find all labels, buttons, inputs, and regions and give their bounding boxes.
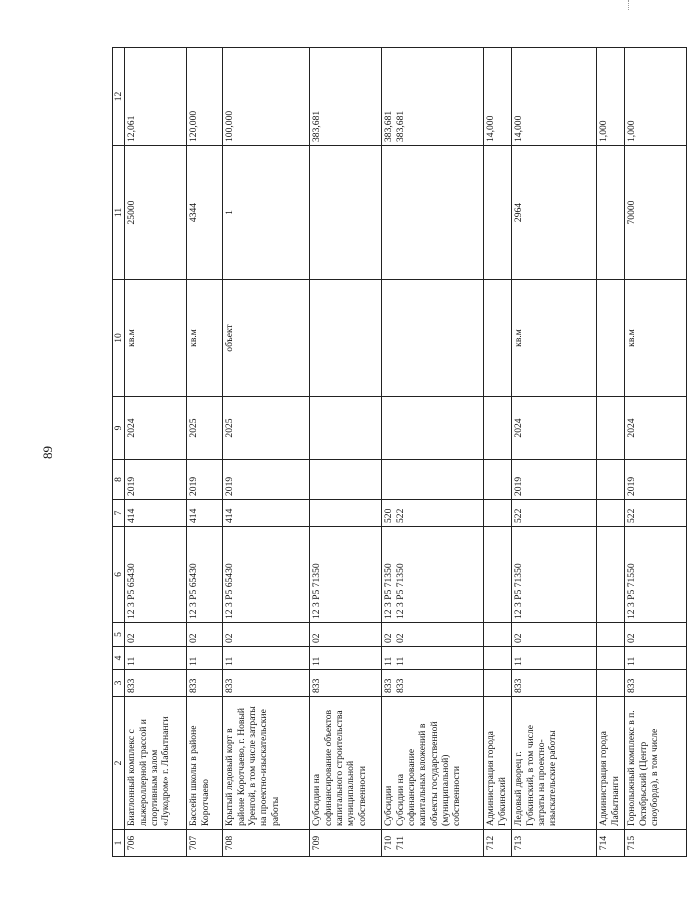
- header-cell: 5: [113, 623, 125, 647]
- row-number-cell: [310, 830, 382, 857]
- col-5-value-cell: [223, 623, 310, 647]
- col-5-value: 02: [188, 633, 200, 643]
- col-5-value-cell: [625, 623, 687, 647]
- row-number: 711: [394, 835, 406, 851]
- col-3-value-cell: [125, 670, 187, 697]
- table-row: [484, 48, 512, 857]
- amount-value: 383,681: [383, 110, 395, 142]
- col-5-value-cell: [484, 623, 512, 647]
- budget-table: [112, 47, 687, 857]
- col-7-value: 414: [224, 508, 236, 523]
- amount-value-cell: [625, 48, 687, 146]
- col-4-value-cell: [597, 647, 625, 670]
- row-name-cell: [125, 697, 187, 830]
- row-name: Бассейн школы в районе Коротчаево: [188, 725, 211, 826]
- row-number: 712: [485, 835, 497, 851]
- col-7-value-cell: [382, 500, 484, 527]
- col-5-value-cell: [187, 623, 223, 647]
- row-number: 714: [598, 835, 610, 851]
- col-3-value: 833: [311, 678, 323, 693]
- col-3-value-cell: [223, 670, 310, 697]
- row-name: Администрация города Лабытнанги: [598, 731, 621, 826]
- unit-value: объект: [224, 324, 236, 352]
- row-number: 707: [188, 835, 200, 851]
- start-year-cell: [125, 460, 187, 500]
- col-4-value-cell: [484, 647, 512, 670]
- start-year-cell: [382, 460, 484, 500]
- quantity-value-cell: [512, 146, 597, 280]
- code-value: 12 3 P5 65430: [224, 563, 236, 619]
- code-value-cell: [125, 527, 187, 623]
- row-number: 715: [626, 835, 638, 851]
- col-7-value: 522: [626, 508, 638, 523]
- header-cell: 6: [113, 527, 125, 623]
- row-number: 709: [311, 835, 323, 851]
- row-number-cell: [512, 830, 597, 857]
- amount-value-cell: [382, 48, 484, 146]
- header-cell: 11: [113, 146, 125, 280]
- row-name: Администрация города Губкинский: [485, 731, 508, 826]
- table-row: [597, 48, 625, 857]
- table-row: [310, 48, 382, 857]
- amount-value: 1,000: [598, 120, 610, 142]
- code-value: 12 3 P5 65430: [188, 563, 200, 619]
- start-year: 2019: [188, 476, 200, 496]
- col-4-value: 11: [513, 656, 525, 666]
- col-5-value-cell: [310, 623, 382, 647]
- row-name: Горнолыжный комплекс в п. Октябрьский (Центр сноуборда), в том числе: [626, 710, 660, 826]
- unit-value-cell: [310, 280, 382, 397]
- row-number: 713: [513, 835, 525, 851]
- col-5-value: 02: [394, 633, 406, 643]
- code-value-cell: [223, 527, 310, 623]
- col-4-value: 11: [394, 656, 406, 666]
- start-year-cell: [625, 460, 687, 500]
- table-row: [125, 48, 187, 857]
- amount-value-cell: [187, 48, 223, 146]
- code-value-cell: [187, 527, 223, 623]
- table-row: [625, 48, 687, 857]
- code-value-cell: [310, 527, 382, 623]
- amount-value: 14,000: [513, 115, 525, 142]
- row-number: 710: [383, 835, 395, 851]
- table-row: [223, 48, 310, 857]
- unit-value-cell: [625, 280, 687, 397]
- col-5-value: 02: [224, 633, 236, 643]
- col-7-value: 414: [126, 508, 138, 523]
- row-name-cell: [625, 697, 687, 830]
- col-4-value-cell: [625, 647, 687, 670]
- code-value-cell: [597, 527, 625, 623]
- quantity-value-cell: [125, 146, 187, 280]
- start-year: 2019: [513, 476, 525, 496]
- table-body: [113, 48, 687, 857]
- end-year-cell: [512, 397, 597, 460]
- row-name-cell: [187, 697, 223, 830]
- col-3-value: 833: [383, 678, 395, 693]
- row-number-cell: [484, 830, 512, 857]
- amount-value: 100,000: [224, 110, 236, 142]
- col-7-value-cell: [597, 500, 625, 527]
- header-cell: 8: [113, 460, 125, 500]
- unit-value-cell: [512, 280, 597, 397]
- unit-value-cell: [597, 280, 625, 397]
- col-4-value-cell: [512, 647, 597, 670]
- col-5-value: 02: [513, 633, 525, 643]
- col-3-value: 833: [188, 678, 200, 693]
- col-3-value-cell: [597, 670, 625, 697]
- row-number-cell: [125, 830, 187, 857]
- col-3-value-cell: [625, 670, 687, 697]
- row-number-cell: [223, 830, 310, 857]
- end-year-cell: [625, 397, 687, 460]
- quantity-value: 4344: [188, 202, 200, 223]
- code-value: 12 3 P5 71350: [311, 563, 323, 619]
- col-4-value-cell: [125, 647, 187, 670]
- col-5-value-cell: [597, 623, 625, 647]
- unit-value: кв.м: [126, 329, 138, 347]
- unit-value: кв.м: [513, 329, 525, 347]
- end-year-cell: [125, 397, 187, 460]
- col-3-value: 833: [126, 678, 138, 693]
- code-value-cell: [484, 527, 512, 623]
- col-3-value: 833: [626, 678, 638, 693]
- quantity-value: 2964: [513, 202, 525, 223]
- end-year: 2024: [626, 418, 638, 438]
- amount-value: 12,061: [126, 115, 138, 142]
- header-cell: 1: [113, 830, 125, 857]
- col-3-value-cell: [187, 670, 223, 697]
- col-3-value: 833: [394, 678, 406, 693]
- quantity-value: 25000: [126, 200, 138, 225]
- col-5-value: 02: [126, 633, 138, 643]
- header-cell: 2: [113, 697, 125, 830]
- end-year: 2025: [224, 418, 236, 438]
- col-5-value: 02: [626, 633, 638, 643]
- col-3-value: 833: [513, 678, 525, 693]
- code-value-cell: [382, 527, 484, 623]
- col-4-value: 11: [311, 656, 323, 666]
- header-cell: 12: [113, 48, 125, 146]
- col-5-value: 02: [383, 633, 395, 643]
- header-cell: 3: [113, 670, 125, 697]
- col-4-value: 11: [188, 656, 200, 666]
- col-7-value: 414: [188, 508, 200, 523]
- amount-value: 383,681: [311, 110, 323, 142]
- col-5-value-cell: [382, 623, 484, 647]
- row-name-cell: [223, 697, 310, 830]
- col-4-value: 11: [224, 656, 236, 666]
- start-year-cell: [512, 460, 597, 500]
- table-header-row: [113, 48, 125, 857]
- code-value: 12 3 P5 71350: [513, 563, 525, 619]
- margin-guide-line: [628, 0, 629, 10]
- col-7-value-cell: [125, 500, 187, 527]
- start-year-cell: [223, 460, 310, 500]
- col-5-value-cell: [125, 623, 187, 647]
- quantity-value-cell: [187, 146, 223, 280]
- row-number-cell: [597, 830, 625, 857]
- header-cell: 7: [113, 500, 125, 527]
- col-5-value: 02: [311, 633, 323, 643]
- col-4-value-cell: [310, 647, 382, 670]
- quantity-value-cell: [625, 146, 687, 280]
- amount-value-cell: [484, 48, 512, 146]
- end-year: 2024: [513, 418, 525, 438]
- col-3-value-cell: [484, 670, 512, 697]
- end-year-cell: [382, 397, 484, 460]
- row-name-cell: [597, 697, 625, 830]
- col-3-value-cell: [382, 670, 484, 697]
- end-year-cell: [484, 397, 512, 460]
- col-3-value-cell: [310, 670, 382, 697]
- code-value: 12 3 P5 71550: [626, 563, 638, 619]
- amount-value-cell: [125, 48, 187, 146]
- end-year: 2024: [126, 418, 138, 438]
- start-year: 2019: [224, 476, 236, 496]
- col-7-value-cell: [625, 500, 687, 527]
- row-name: Биатлонный комплекс с лыжероллерной трассой и спортивным залом «Лукодром» г. Лабытнанги: [126, 716, 172, 826]
- amount-value-cell: [512, 48, 597, 146]
- code-value-cell: [625, 527, 687, 623]
- row-number-cell: [625, 830, 687, 857]
- col-4-value: 11: [626, 656, 638, 666]
- end-year-cell: [597, 397, 625, 460]
- quantity-value-cell: [597, 146, 625, 280]
- end-year: 2025: [188, 418, 200, 438]
- row-name-cell: [484, 697, 512, 830]
- col-7-value: 522: [513, 508, 525, 523]
- col-7-value: 522: [394, 508, 406, 523]
- amount-value: 1,000: [626, 120, 638, 142]
- header-cell: 10: [113, 280, 125, 397]
- row-number: 706: [126, 835, 138, 851]
- table-row: [382, 48, 484, 857]
- row-name-cell: [382, 697, 484, 830]
- end-year-cell: [223, 397, 310, 460]
- col-4-value: 11: [126, 656, 138, 666]
- header-cell: 9: [113, 397, 125, 460]
- quantity-value-cell: [223, 146, 310, 280]
- col-5-value-cell: [512, 623, 597, 647]
- row-name: Субсидии: [383, 785, 395, 826]
- start-year-cell: [484, 460, 512, 500]
- col-7-value-cell: [310, 500, 382, 527]
- amount-value: 120,000: [188, 110, 200, 142]
- start-year-cell: [310, 460, 382, 500]
- amount-value: 383,681: [394, 110, 406, 142]
- row-name: Субсидии на софинансирование объектов капитального строительства муниципальной собственности: [311, 709, 368, 826]
- start-year: 2019: [126, 476, 138, 496]
- unit-value-cell: [187, 280, 223, 397]
- unit-value-cell: [223, 280, 310, 397]
- start-year-cell: [597, 460, 625, 500]
- row-name: Субсидии на софинансирование капитальных вложений в объекты государственной (муниципальной) собственности: [394, 721, 463, 826]
- col-7-value-cell: [512, 500, 597, 527]
- quantity-value-cell: [310, 146, 382, 280]
- col-7-value-cell: [484, 500, 512, 527]
- start-year: 2019: [626, 476, 638, 496]
- code-value-cell: [512, 527, 597, 623]
- unit-value-cell: [125, 280, 187, 397]
- amount-value: 14,000: [485, 115, 497, 142]
- start-year-cell: [187, 460, 223, 500]
- table-row: [512, 48, 597, 857]
- quantity-value-cell: [382, 146, 484, 280]
- amount-value-cell: [597, 48, 625, 146]
- row-name-cell: [512, 697, 597, 830]
- col-7-value-cell: [187, 500, 223, 527]
- col-3-value: 833: [224, 678, 236, 693]
- unit-value-cell: [484, 280, 512, 397]
- table-row: [187, 48, 223, 857]
- quantity-value: 70000: [626, 200, 638, 225]
- row-number-cell: [187, 830, 223, 857]
- quantity-value-cell: [484, 146, 512, 280]
- code-value: 12 3 P5 71350: [383, 563, 395, 619]
- col-4-value-cell: [223, 647, 310, 670]
- row-name: Ледовый дворец г. Губкинский, в том числе затраты на проектно-изыскательские работы: [513, 725, 559, 826]
- row-number-cell: [382, 830, 484, 857]
- amount-value-cell: [223, 48, 310, 146]
- col-3-value-cell: [512, 670, 597, 697]
- row-name-cell: [310, 697, 382, 830]
- code-value: 12 3 P5 65430: [126, 563, 138, 619]
- end-year-cell: [187, 397, 223, 460]
- header-cell: 4: [113, 647, 125, 670]
- code-value: 12 3 P5 71350: [394, 563, 406, 619]
- unit-value: кв.м: [188, 329, 200, 347]
- col-7-value: 520: [383, 508, 395, 523]
- col-4-value: 11: [383, 656, 395, 666]
- col-7-value-cell: [223, 500, 310, 527]
- row-number: 708: [224, 835, 236, 851]
- row-name: Крытый ледовый корт в районе Коротчаево, г. Новый Уренгой, в том числе затраты на проектно-изыскательские работы: [224, 706, 281, 826]
- col-4-value-cell: [187, 647, 223, 670]
- unit-value: кв.м: [626, 329, 638, 347]
- col-4-value-cell: [382, 647, 484, 670]
- end-year-cell: [310, 397, 382, 460]
- page-number: 89: [40, 446, 55, 459]
- quantity-value: 1: [224, 210, 236, 215]
- unit-value-cell: [382, 280, 484, 397]
- amount-value-cell: [310, 48, 382, 146]
